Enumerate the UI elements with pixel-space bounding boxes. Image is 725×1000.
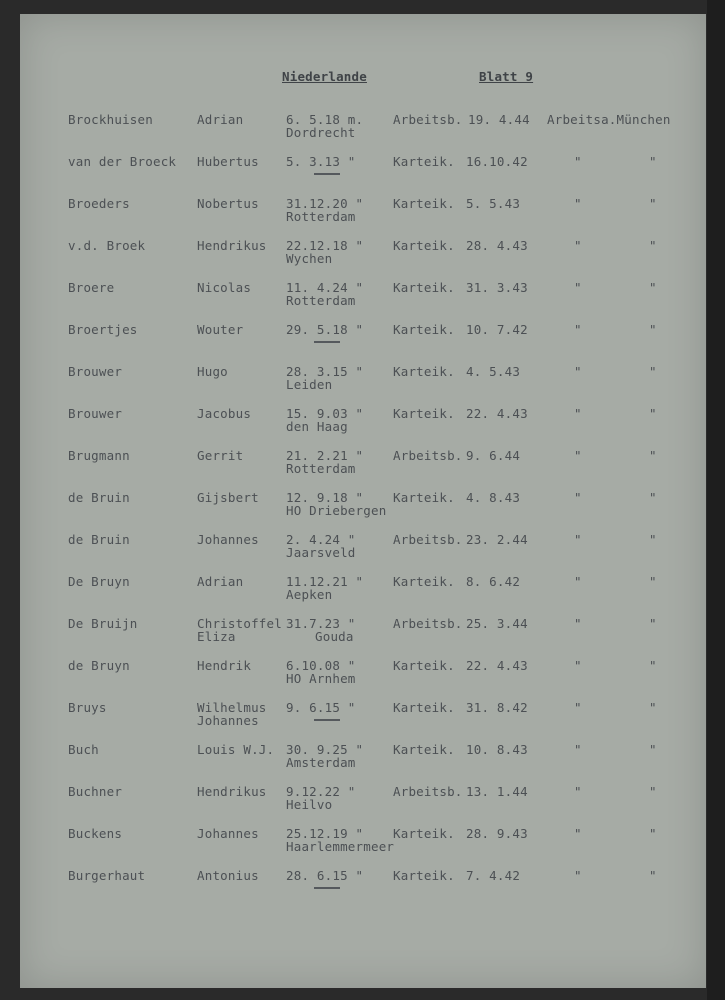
given-name-cell: Hendrikus	[197, 784, 267, 799]
birth-date-cell: 6.10.08 "	[286, 658, 356, 673]
ditto-mark: "	[649, 406, 657, 421]
given-name-cell: Nicolas	[197, 280, 252, 295]
birth-place-cell: Haarlemmermeer	[286, 839, 395, 854]
birth-date-cell: 2. 4.24 "	[286, 532, 356, 547]
surname-cell: Burgerhaut	[68, 868, 146, 883]
given-name-cell: Antonius	[197, 868, 259, 883]
birth-date-cell: 28. 6.15 "	[286, 868, 364, 883]
ditto-mark: "	[649, 280, 657, 295]
header-country: Niederlande	[282, 69, 367, 84]
record-date-cell: 22. 4.43	[466, 406, 528, 421]
record-date-cell: 28. 9.43	[466, 826, 528, 841]
record-type-cell: Karteik.	[393, 406, 455, 421]
ditto-mark: "	[649, 700, 657, 715]
underline-mark	[314, 719, 340, 721]
given-name-cell: Gijsbert	[197, 490, 259, 505]
surname-cell: de Bruin	[68, 532, 130, 547]
birth-place-cell: Jaarsveld	[286, 545, 356, 560]
underline-mark	[314, 173, 340, 175]
header-sheet: Blatt 9	[479, 69, 534, 84]
record-date-cell: 13. 1.44	[466, 784, 528, 799]
birth-place-cell: Rotterdam	[286, 461, 356, 476]
ditto-mark: "	[574, 448, 582, 463]
record-type-cell: Karteik.	[393, 238, 455, 253]
ditto-mark: "	[574, 490, 582, 505]
record-type-cell: Karteik.	[393, 868, 455, 883]
ditto-mark: "	[649, 658, 657, 673]
record-type-cell: Karteik.	[393, 364, 455, 379]
ditto-mark: "	[649, 742, 657, 757]
birth-date-cell: 31.7.23 "	[286, 616, 356, 631]
birth-place-cell: den Haag	[286, 419, 348, 434]
surname-cell: Broertjes	[68, 322, 138, 337]
ditto-mark: "	[574, 868, 582, 883]
ditto-mark: "	[574, 280, 582, 295]
ditto-mark: "	[649, 532, 657, 547]
birth-date-cell: 6. 5.18 m.	[286, 112, 364, 127]
given-name-second-line: Eliza	[197, 629, 236, 644]
record-type-cell: Karteik.	[393, 658, 455, 673]
birth-place-cell: Aepken	[286, 587, 333, 602]
scan-border	[707, 0, 725, 1000]
ditto-mark: "	[649, 322, 657, 337]
birth-date-cell: 29. 5.18 "	[286, 322, 364, 337]
ditto-mark: "	[574, 406, 582, 421]
surname-cell: v.d. Broek	[68, 238, 146, 253]
ditto-mark: "	[574, 826, 582, 841]
record-date-cell: 16.10.42	[466, 154, 528, 169]
ditto-mark: "	[649, 154, 657, 169]
record-date-cell: 10. 8.43	[466, 742, 528, 757]
given-name-cell: Nobertus	[197, 196, 259, 211]
surname-cell: de Bruyn	[68, 658, 130, 673]
record-type-cell: Arbeitsb.	[393, 784, 463, 799]
record-type-cell: Karteik.	[393, 154, 455, 169]
given-name-cell: Johannes	[197, 532, 259, 547]
record-date-cell: 4. 5.43	[466, 364, 521, 379]
birth-place-cell: Wychen	[286, 251, 333, 266]
birth-place-cell: Rotterdam	[286, 293, 356, 308]
given-name-cell: Hendrik	[197, 658, 252, 673]
record-date-cell: 10. 7.42	[466, 322, 528, 337]
surname-cell: de Bruin	[68, 490, 130, 505]
destination-cell: Arbeitsa.München	[547, 112, 671, 127]
record-type-cell: Arbeitsb.	[393, 616, 463, 631]
record-type-cell: Karteik.	[393, 700, 455, 715]
record-type-cell: Karteik.	[393, 574, 455, 589]
given-name-cell: Wilhelmus	[197, 700, 267, 715]
birth-date-cell: 11. 4.24 "	[286, 280, 364, 295]
given-name-cell: Louis W.J.	[197, 742, 275, 757]
birth-date-cell: 11.12.21 "	[286, 574, 364, 589]
surname-cell: De Bruijn	[68, 616, 138, 631]
birth-date-cell: 25.12.19 "	[286, 826, 364, 841]
record-type-cell: Arbeitsb.	[393, 532, 463, 547]
record-date-cell: 7. 4.42	[466, 868, 521, 883]
ditto-mark: "	[574, 322, 582, 337]
given-name-cell: Wouter	[197, 322, 244, 337]
ditto-mark: "	[649, 574, 657, 589]
birth-place-cell: Leiden	[286, 377, 333, 392]
surname-cell: Brockhuisen	[68, 112, 153, 127]
record-date-cell: 22. 4.43	[466, 658, 528, 673]
underline-mark	[314, 887, 340, 889]
surname-cell: Brouwer	[68, 364, 123, 379]
record-date-cell: 4. 8.43	[466, 490, 521, 505]
record-type-cell: Karteik.	[393, 490, 455, 505]
record-type-cell: Karteik.	[393, 280, 455, 295]
record-type-cell: Karteik.	[393, 742, 455, 757]
given-name-cell: Jacobus	[197, 406, 252, 421]
given-name-cell: Johannes	[197, 826, 259, 841]
birth-place-cell: Rotterdam	[286, 209, 356, 224]
birth-date-cell: 30. 9.25 "	[286, 742, 364, 757]
birth-date-cell: 15. 9.03 "	[286, 406, 364, 421]
given-name-cell: Christoffel	[197, 616, 282, 631]
surname-cell: Brouwer	[68, 406, 123, 421]
ditto-mark: "	[649, 196, 657, 211]
given-name-cell: Adrian	[197, 112, 244, 127]
birth-place-cell: Dordrecht	[286, 125, 356, 140]
ditto-mark: "	[649, 490, 657, 505]
surname-cell: Buchner	[68, 784, 123, 799]
record-type-cell: Arbeitsb.	[393, 112, 463, 127]
ditto-mark: "	[649, 448, 657, 463]
birth-place-cell: Heilvo	[286, 797, 333, 812]
birth-date-cell: 5. 3.13 "	[286, 154, 356, 169]
surname-cell: Bruys	[68, 700, 107, 715]
record-date-cell: 9. 6.44	[466, 448, 521, 463]
record-type-cell: Arbeitsb.	[393, 448, 463, 463]
ditto-mark: "	[574, 700, 582, 715]
given-name-second-line: Johannes	[197, 713, 259, 728]
birth-date-cell: 22.12.18 "	[286, 238, 364, 253]
record-date-cell: 5. 5.43	[466, 196, 521, 211]
birth-place-cell: Gouda	[315, 629, 354, 644]
given-name-cell: Hendrikus	[197, 238, 267, 253]
ditto-mark: "	[574, 784, 582, 799]
ditto-mark: "	[574, 742, 582, 757]
surname-cell: Buckens	[68, 826, 123, 841]
birth-date-cell: 9.12.22 "	[286, 784, 356, 799]
record-date-cell: 31. 3.43	[466, 280, 528, 295]
ditto-mark: "	[649, 364, 657, 379]
ditto-mark: "	[574, 658, 582, 673]
birth-date-cell: 12. 9.18 "	[286, 490, 364, 505]
birth-date-cell: 28. 3.15 "	[286, 364, 364, 379]
ditto-mark: "	[574, 532, 582, 547]
record-date-cell: 19. 4.44	[468, 112, 530, 127]
given-name-cell: Gerrit	[197, 448, 244, 463]
surname-cell: Buch	[68, 742, 99, 757]
ditto-mark: "	[574, 238, 582, 253]
given-name-cell: Adrian	[197, 574, 244, 589]
record-date-cell: 28. 4.43	[466, 238, 528, 253]
surname-cell: De Bruyn	[68, 574, 130, 589]
ditto-mark: "	[649, 616, 657, 631]
ditto-mark: "	[574, 196, 582, 211]
surname-cell: Broeders	[68, 196, 130, 211]
ditto-mark: "	[649, 784, 657, 799]
birth-place-cell: Amsterdam	[286, 755, 356, 770]
underline-mark	[314, 341, 340, 343]
given-name-cell: Hubertus	[197, 154, 259, 169]
record-date-cell: 25. 3.44	[466, 616, 528, 631]
birth-date-cell: 21. 2.21 "	[286, 448, 364, 463]
ditto-mark: "	[574, 616, 582, 631]
ditto-mark: "	[649, 238, 657, 253]
record-date-cell: 31. 8.42	[466, 700, 528, 715]
record-type-cell: Karteik.	[393, 826, 455, 841]
birth-place-cell: HO Arnhem	[286, 671, 356, 686]
ditto-mark: "	[649, 868, 657, 883]
birth-date-cell: 9. 6.15 "	[286, 700, 356, 715]
birth-place-cell: HO Driebergen	[286, 503, 387, 518]
ditto-mark: "	[574, 574, 582, 589]
given-name-cell: Hugo	[197, 364, 228, 379]
surname-cell: van der Broeck	[68, 154, 177, 169]
surname-cell: Brugmann	[68, 448, 130, 463]
birth-date-cell: 31.12.20 "	[286, 196, 364, 211]
surname-cell: Broere	[68, 280, 115, 295]
ditto-mark: "	[649, 826, 657, 841]
record-type-cell: Karteik.	[393, 196, 455, 211]
record-date-cell: 23. 2.44	[466, 532, 528, 547]
record-type-cell: Karteik.	[393, 322, 455, 337]
record-date-cell: 8. 6.42	[466, 574, 521, 589]
ditto-mark: "	[574, 154, 582, 169]
ditto-mark: "	[574, 364, 582, 379]
